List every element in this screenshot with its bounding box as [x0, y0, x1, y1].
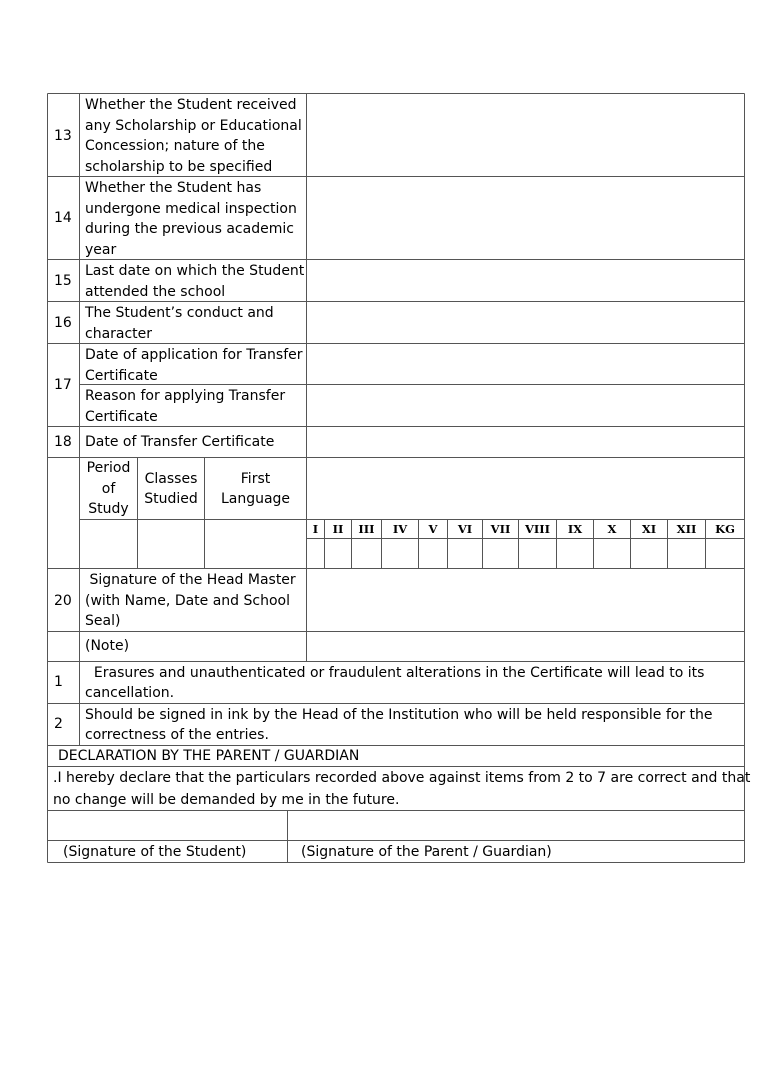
header-period-of-study: of [101, 480, 116, 497]
row-label-line: Concession; nature of the [85, 138, 265, 155]
class-header-cell: VI [457, 522, 473, 536]
row-label-line: The Student’s conduct and [85, 305, 274, 321]
row-label-line: any Scholarship or Educational [85, 117, 302, 134]
declaration-text-line: .I hereby declare that the particulars recorded above against items from 2 to 7 are correct and that [53, 770, 751, 786]
class-header-cell: XII [676, 522, 697, 536]
row-number: 13 [54, 128, 72, 144]
row-label-line: Last date on which the Student [85, 263, 305, 279]
header-first-language: First [240, 470, 271, 487]
note-number: 1 [54, 674, 63, 690]
row-number: 16 [54, 315, 72, 331]
declaration-title: DECLARATION BY THE PARENT / GUARDIAN [58, 748, 360, 764]
note-text-line: Should be signed in ink by the Head of the Institution who will be held responsible for the [85, 707, 713, 723]
row-number: 20 [54, 592, 72, 609]
note-number: 2 [54, 716, 63, 732]
class-header-cell: II [332, 522, 344, 536]
header-period-of-study: Period [86, 460, 131, 476]
row-number: 15 [54, 273, 72, 289]
row-label-line: attended the school [85, 283, 226, 300]
row-label-line: (with Name, Date and School [85, 592, 290, 609]
row-label-line: Signature of the Head Master [85, 572, 296, 588]
row-label-line: Date of Transfer Certificate [85, 434, 275, 450]
header-classes-studied: Studied [144, 491, 198, 508]
class-header-cell: XI [641, 522, 657, 536]
note-text-line: cancellation. [85, 684, 175, 701]
row-number: 14 [54, 210, 72, 226]
row-label-line: during the previous academic [85, 221, 294, 238]
row-label-line: character [85, 325, 153, 342]
row-label-line: Date of application for Transfer [85, 347, 303, 363]
row-number: 17 [54, 377, 72, 393]
class-header-cell: V [428, 522, 438, 536]
class-header-cell: VII [490, 522, 511, 536]
declaration-text-line: no change will be demanded by me in the future. [53, 792, 400, 808]
class-header-cell: IV [392, 522, 408, 536]
row-label-line: scholarship to be specified [85, 159, 273, 176]
header-classes-studied: Classes [144, 470, 198, 487]
row-label-line: Certificate [85, 408, 158, 425]
row-label-line: Certificate [85, 367, 158, 384]
row-label-line: Whether the Student has [85, 180, 262, 196]
note-label: (Note) [85, 638, 130, 654]
note-text-line: correctness of the entries. [85, 726, 269, 743]
class-header-cell: X [607, 522, 617, 536]
class-header-cell: III [358, 522, 375, 536]
header-first-language: Language [220, 491, 291, 508]
note-text-line: Erasures and unauthenticated or fraudulent alterations in the Certificate will lead to its [85, 665, 705, 681]
class-header-cell: IX [567, 522, 583, 536]
row-number: 18 [54, 434, 72, 450]
class-header-cell: KG [715, 522, 735, 536]
class-header-cell: I [312, 522, 319, 536]
signature-parent-label: (Signature of the Parent / Guardian) [301, 844, 552, 860]
header-period-of-study: Study [88, 501, 129, 518]
signature-student-label: (Signature of the Student) [63, 844, 247, 860]
row-label-line: year [85, 242, 117, 259]
row-label-line: Seal) [85, 613, 121, 630]
row-label-line: Whether the Student received [85, 97, 297, 113]
row-label-line: Reason for applying Transfer [85, 388, 286, 404]
class-header-cell: VIII [524, 522, 551, 536]
row-label-line: undergone medical inspection [85, 200, 297, 217]
